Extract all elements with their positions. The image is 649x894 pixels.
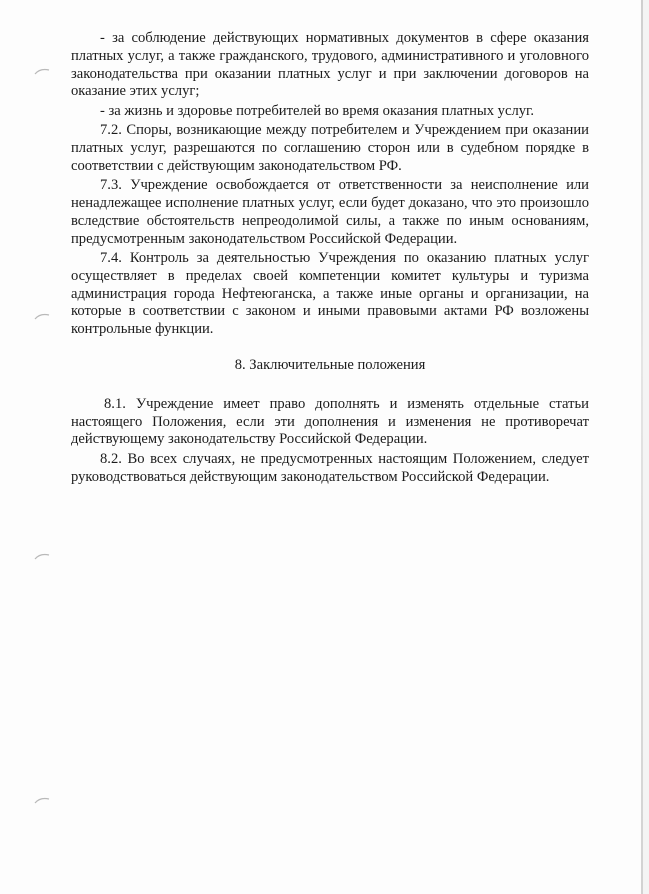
paragraph-8-1-amendments: 8.1. Учреждение имеет право дополнять и изменять отдельные статьи настоящего Положения, если эти дополнения и изменения не противоречат действующему законодательству Российской Федерации. [71, 395, 589, 448]
paragraph-7-2-disputes: 7.2. Споры, возникающие между потребителем и Учреждением при оказании платных услуг, разрешаются по соглашению сторон или в судебном порядке в соответствии с действующим законодательством РФ. [71, 122, 589, 174]
paragraph-7-4-control: 7.4. Контроль за деятельностью Учреждения по оказанию платных услуг осуществляет в пределах своей компетенции комитет культуры и туризма администрация города Нефтеюганска, а также иные органы и организации, на которые в соответствии с законом и иными правовыми актами РФ возложены контрольные функции. [71, 249, 589, 338]
paragraph-compliance-liability: - за соблюдение действующих нормативных документов в сфере оказания платных услуг, а также гражданского, трудового, административного и уголовного законодательства при оказании платных услуг и при заключении договоров на оказание этих услуг; [71, 30, 589, 100]
paragraph-health-liability: - за жизнь и здоровье потребителей во время оказания платных услуг. [100, 102, 535, 119]
punch-hole-mark-4 [34, 796, 50, 804]
scan-edge-shadow [643, 0, 649, 894]
paragraph-8-2-other-cases: 8.2. Во всех случаях, не предусмотренных настоящим Положением, следует руководствоваться действующим законодательством Российской Федерации. [71, 450, 589, 485]
scan-edge-line [641, 0, 643, 894]
punch-hole-mark-2 [34, 312, 50, 320]
document-body [71, 30, 589, 488]
punch-hole-mark-3 [34, 552, 50, 560]
punch-hole-mark-1 [34, 67, 50, 75]
section-8-heading: 8. Заключительные положения [234, 356, 426, 373]
paragraph-7-3-force-majeure: 7.3. Учреждение освобождается от ответственности за неисполнение или ненадлежащее исполнение платных услуг, если будет доказано, что это произошло вследствие обстоятельств непреодолимой силы, а также по иным основаниям, предусмотренным законодательством Российской Федерации. [71, 177, 589, 247]
